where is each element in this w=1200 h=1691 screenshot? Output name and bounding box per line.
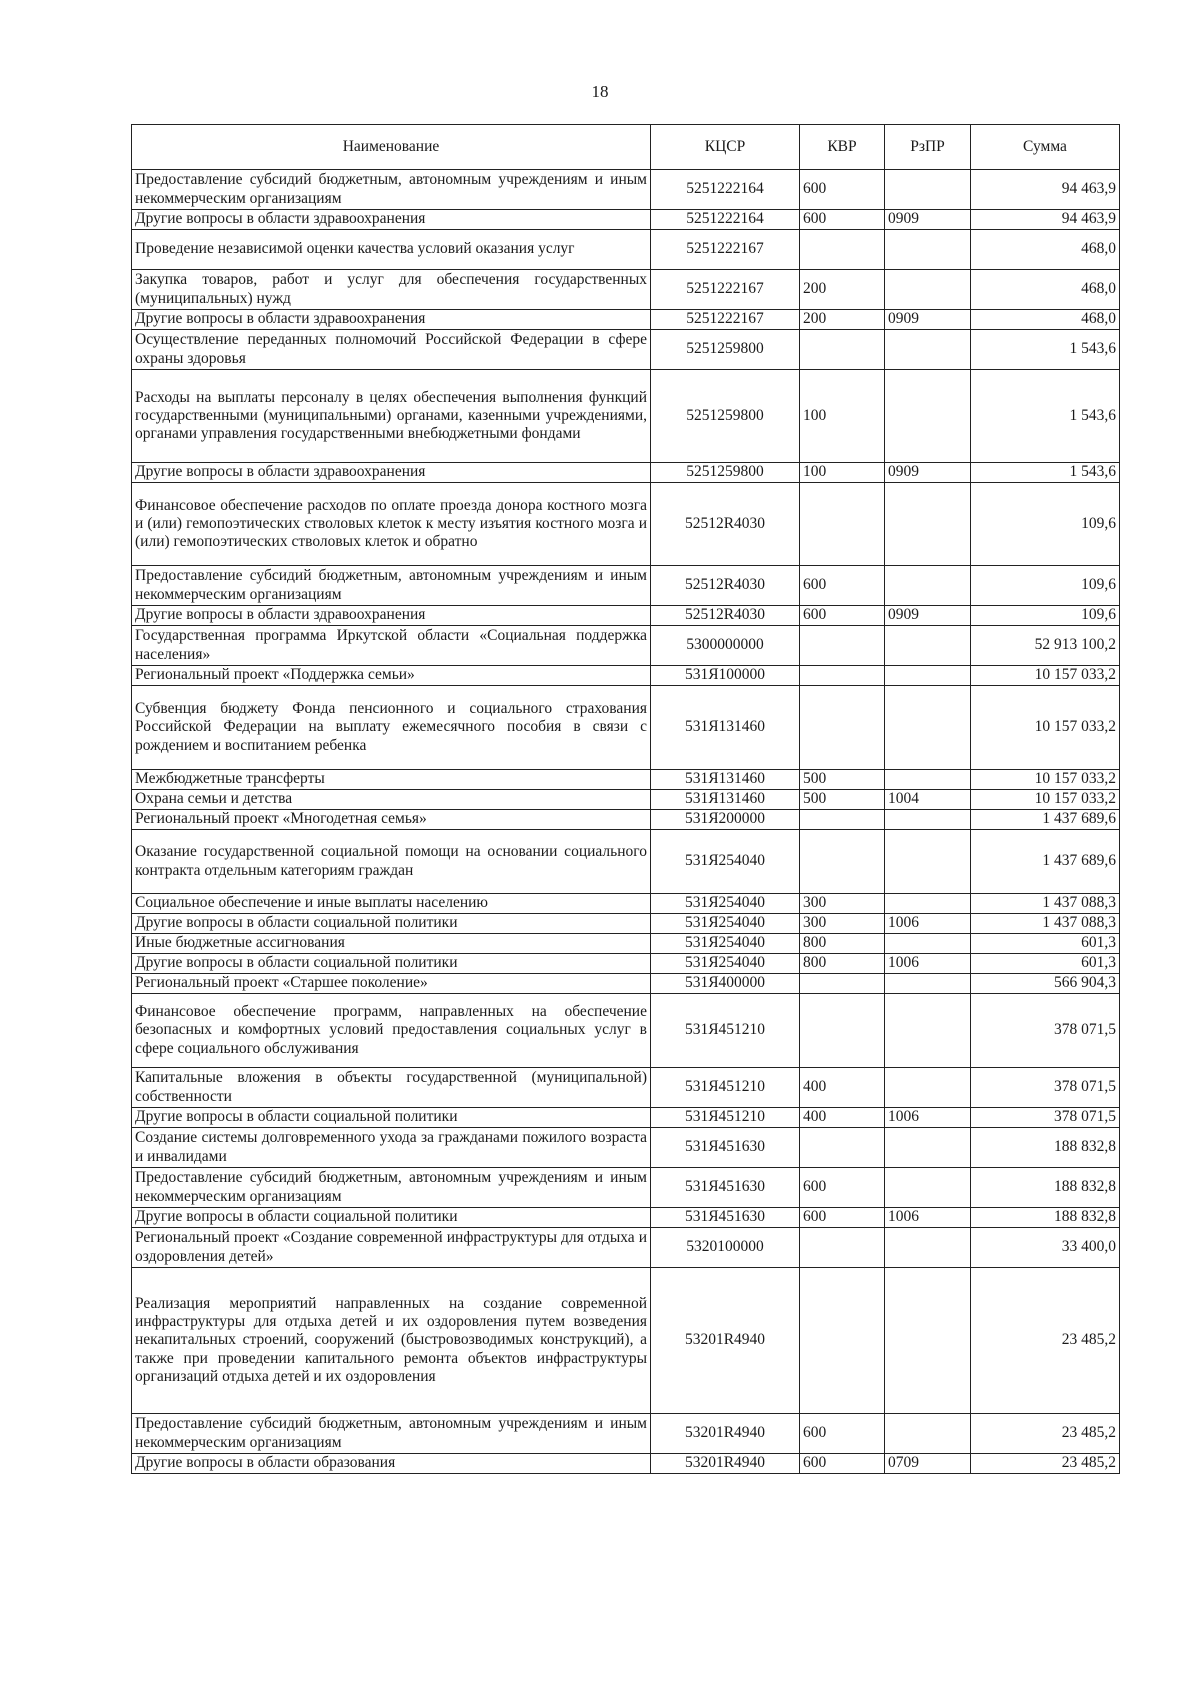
row-kvr [800, 994, 885, 1068]
row-kcsr: 531Я131460 [651, 770, 800, 790]
table-row [132, 894, 1120, 914]
row-sum: 52 913 100,2 [971, 626, 1120, 666]
row-name: Региональный проект «Старшее поколение» [132, 974, 651, 994]
row-kcsr: 52512R4030 [651, 606, 800, 626]
row-rzpr [885, 666, 971, 686]
header-name: Наименование [132, 125, 651, 170]
row-rzpr [885, 270, 971, 310]
row-name: Другие вопросы в области социальной политики [132, 954, 651, 974]
row-sum: 1 437 689,6 [971, 810, 1120, 830]
row-rzpr [885, 1068, 971, 1108]
row-rzpr: 0909 [885, 210, 971, 230]
row-kvr: 600 [800, 210, 885, 230]
table-row [132, 310, 1120, 330]
row-name: Финансовое обеспечение расходов по оплате проезда донора костного мозга и (или) гемопоэтических стволовых клеток к месту изъятия костного мозга и (или) гемопоэтических стволовых клеток и обратно [132, 483, 651, 566]
row-kvr: 400 [800, 1108, 885, 1128]
row-kvr: 500 [800, 770, 885, 790]
row-name: Другие вопросы в области здравоохранения [132, 606, 651, 626]
row-rzpr: 1006 [885, 914, 971, 934]
row-kvr: 600 [800, 606, 885, 626]
table-row [132, 370, 1120, 463]
row-rzpr [885, 810, 971, 830]
row-name: Оказание государственной социальной помощи на основании социального контракта отдельным категориям граждан [132, 830, 651, 894]
header-sum: Сумма [971, 125, 1120, 170]
table-row [132, 270, 1120, 310]
row-sum: 109,6 [971, 606, 1120, 626]
row-kvr: 800 [800, 934, 885, 954]
row-rzpr [885, 1268, 971, 1414]
row-rzpr: 0709 [885, 1454, 971, 1474]
row-sum: 378 071,5 [971, 1108, 1120, 1128]
row-kcsr: 53201R4940 [651, 1268, 800, 1414]
table-row [132, 954, 1120, 974]
row-kcsr: 53201R4940 [651, 1414, 800, 1454]
row-name: Расходы на выплаты персоналу в целях обеспечения выполнения функций государственными (муниципальными) органами, казенными учреждениями, органами управления государственными внебюджетными фондами [132, 370, 651, 463]
row-sum: 10 157 033,2 [971, 770, 1120, 790]
table-row [132, 1228, 1120, 1268]
row-kcsr: 531Я451630 [651, 1168, 800, 1208]
row-name: Другие вопросы в области здравоохранения [132, 210, 651, 230]
table-row [132, 686, 1120, 770]
row-sum: 378 071,5 [971, 1068, 1120, 1108]
row-kvr [800, 483, 885, 566]
table-row [132, 170, 1120, 210]
page-number: 18 [591, 82, 609, 101]
row-sum: 1 437 088,3 [971, 914, 1120, 934]
row-sum: 1 543,6 [971, 463, 1120, 483]
row-kcsr: 52512R4030 [651, 483, 800, 566]
row-kcsr: 5320100000 [651, 1228, 800, 1268]
row-sum: 468,0 [971, 310, 1120, 330]
table-row [132, 1128, 1120, 1168]
row-kvr: 600 [800, 1168, 885, 1208]
row-kvr: 300 [800, 914, 885, 934]
row-rzpr [885, 626, 971, 666]
table-row [132, 994, 1120, 1068]
row-rzpr: 0909 [885, 463, 971, 483]
row-kcsr: 531Я254040 [651, 914, 800, 934]
row-sum: 94 463,9 [971, 170, 1120, 210]
row-kvr [800, 810, 885, 830]
row-rzpr [885, 994, 971, 1068]
row-name: Другие вопросы в области социальной политики [132, 914, 651, 934]
row-sum: 23 485,2 [971, 1268, 1120, 1414]
row-kvr [800, 686, 885, 770]
row-name: Создание системы долговременного ухода за гражданами пожилого возраста и инвалидами [132, 1128, 651, 1168]
row-kcsr: 531Я200000 [651, 810, 800, 830]
row-sum: 10 157 033,2 [971, 790, 1120, 810]
row-rzpr [885, 1168, 971, 1208]
row-rzpr: 1006 [885, 1108, 971, 1128]
row-name: Другие вопросы в области образования [132, 1454, 651, 1474]
row-name: Капитальные вложения в объекты государственной (муниципальной) собственности [132, 1068, 651, 1108]
table-row [132, 1454, 1120, 1474]
row-kvr: 200 [800, 310, 885, 330]
row-kvr: 600 [800, 1208, 885, 1228]
row-sum: 23 485,2 [971, 1454, 1120, 1474]
row-kcsr: 531Я254040 [651, 934, 800, 954]
row-rzpr [885, 686, 971, 770]
row-rzpr [885, 1128, 971, 1168]
row-kvr [800, 626, 885, 666]
row-kvr: 500 [800, 790, 885, 810]
row-kcsr: 531Я131460 [651, 790, 800, 810]
row-sum: 601,3 [971, 954, 1120, 974]
row-kvr [800, 330, 885, 370]
table-row [132, 1108, 1120, 1128]
row-kvr: 600 [800, 1454, 885, 1474]
row-name: Субвенция бюджету Фонда пенсионного и социального страхования Российской Федерации на выплату ежемесячного пособия в связи с рождением и воспитанием ребенка [132, 686, 651, 770]
row-name: Реализация мероприятий направленных на создание современной инфраструктуры для отдыха детей и их оздоровления путем возведения некапитальных строений, сооружений (быстровозводимых конструкций), а также при проведении капитального ремонта объектов инфраструктуры организаций отдыха детей и их оздоровления [132, 1268, 651, 1414]
table-row [132, 606, 1120, 626]
row-kvr [800, 230, 885, 270]
row-name: Региональный проект «Создание современной инфраструктуры для отдыха и оздоровления детей» [132, 1228, 651, 1268]
row-rzpr: 0909 [885, 606, 971, 626]
table-header-row [132, 125, 1120, 170]
row-name: Предоставление субсидий бюджетным, автономным учреждениям и иным некоммерческим организациям [132, 1168, 651, 1208]
row-rzpr [885, 1414, 971, 1454]
row-sum: 188 832,8 [971, 1128, 1120, 1168]
row-kcsr: 531Я131460 [651, 686, 800, 770]
row-kcsr: 5251222167 [651, 270, 800, 310]
row-rzpr [885, 230, 971, 270]
row-sum: 601,3 [971, 934, 1120, 954]
row-kvr: 800 [800, 954, 885, 974]
row-sum: 468,0 [971, 230, 1120, 270]
row-name: Социальное обеспечение и иные выплаты населению [132, 894, 651, 914]
row-rzpr: 1006 [885, 1208, 971, 1228]
row-kvr: 600 [800, 170, 885, 210]
table-row [132, 810, 1120, 830]
row-sum: 468,0 [971, 270, 1120, 310]
row-sum: 378 071,5 [971, 994, 1120, 1068]
row-kcsr: 531Я254040 [651, 894, 800, 914]
row-kvr [800, 1128, 885, 1168]
table-row [132, 790, 1120, 810]
row-sum: 94 463,9 [971, 210, 1120, 230]
row-kcsr: 531Я100000 [651, 666, 800, 686]
row-name: Финансовое обеспечение программ, направленных на обеспечение безопасных и комфортных условий предоставления социальных услуг в сфере социального обслуживания [132, 994, 651, 1068]
row-sum: 10 157 033,2 [971, 666, 1120, 686]
table-row [132, 1168, 1120, 1208]
row-sum: 1 437 689,6 [971, 830, 1120, 894]
table-row [132, 1068, 1120, 1108]
row-name: Межбюджетные трансферты [132, 770, 651, 790]
row-rzpr: 0909 [885, 310, 971, 330]
row-sum: 109,6 [971, 566, 1120, 606]
row-name: Закупка товаров, работ и услуг для обеспечения государственных (муниципальных) нужд [132, 270, 651, 310]
row-name: Осуществление переданных полномочий Российской Федерации в сфере охраны здоровья [132, 330, 651, 370]
row-kcsr: 5251259800 [651, 370, 800, 463]
row-kvr: 400 [800, 1068, 885, 1108]
table-row [132, 566, 1120, 606]
row-rzpr [885, 830, 971, 894]
row-sum: 566 904,3 [971, 974, 1120, 994]
row-kcsr: 531Я451210 [651, 994, 800, 1068]
row-kvr [800, 666, 885, 686]
row-kcsr: 531Я400000 [651, 974, 800, 994]
row-name: Другие вопросы в области социальной политики [132, 1108, 651, 1128]
table-row [132, 666, 1120, 686]
row-sum: 23 485,2 [971, 1414, 1120, 1454]
row-rzpr [885, 974, 971, 994]
row-sum: 10 157 033,2 [971, 686, 1120, 770]
row-kvr [800, 830, 885, 894]
row-kvr: 100 [800, 370, 885, 463]
budget-table [131, 124, 1120, 1474]
row-rzpr [885, 170, 971, 210]
row-name: Предоставление субсидий бюджетным, автономным учреждениям и иным некоммерческим организациям [132, 1414, 651, 1454]
row-kcsr: 5251222167 [651, 310, 800, 330]
row-sum: 1 543,6 [971, 370, 1120, 463]
row-kvr: 200 [800, 270, 885, 310]
table-row [132, 1208, 1120, 1228]
table-row [132, 330, 1120, 370]
row-kcsr: 5251259800 [651, 330, 800, 370]
row-sum: 188 832,8 [971, 1168, 1120, 1208]
row-name: Предоставление субсидий бюджетным, автономным учреждениям и иным некоммерческим организациям [132, 566, 651, 606]
table-row [132, 463, 1120, 483]
row-sum: 1 543,6 [971, 330, 1120, 370]
table-row [132, 483, 1120, 566]
table-row [132, 934, 1120, 954]
row-name: Государственная программа Иркутской области «Социальная поддержка населения» [132, 626, 651, 666]
header-kcsr: КЦСР [651, 125, 800, 170]
table-row [132, 770, 1120, 790]
row-kcsr: 5251222164 [651, 210, 800, 230]
row-kvr: 600 [800, 1414, 885, 1454]
row-name: Предоставление субсидий бюджетным, автономным учреждениям и иным некоммерческим организациям [132, 170, 651, 210]
row-kvr [800, 974, 885, 994]
row-kcsr: 531Я254040 [651, 830, 800, 894]
row-rzpr [885, 770, 971, 790]
table-row [132, 1414, 1120, 1454]
row-kcsr: 531Я451210 [651, 1108, 800, 1128]
header-rzpr: РзПР [885, 125, 971, 170]
row-kcsr: 531Я451210 [651, 1068, 800, 1108]
table-row [132, 914, 1120, 934]
table-row [132, 974, 1120, 994]
row-kvr: 100 [800, 463, 885, 483]
table-row [132, 830, 1120, 894]
row-rzpr [885, 934, 971, 954]
table-row [132, 230, 1120, 270]
row-kcsr: 5251222164 [651, 170, 800, 210]
row-kcsr: 531Я451630 [651, 1208, 800, 1228]
row-name: Проведение независимой оценки качества условий оказания услуг [132, 230, 651, 270]
row-rzpr: 1004 [885, 790, 971, 810]
row-kcsr: 5251259800 [651, 463, 800, 483]
row-kcsr: 52512R4030 [651, 566, 800, 606]
row-name: Региональный проект «Поддержка семьи» [132, 666, 651, 686]
row-kcsr: 53201R4940 [651, 1454, 800, 1474]
row-kcsr: 531Я451630 [651, 1128, 800, 1168]
row-kvr: 300 [800, 894, 885, 914]
header-kvr: КВР [800, 125, 885, 170]
table-row [132, 1268, 1120, 1414]
row-kvr [800, 1228, 885, 1268]
row-rzpr [885, 566, 971, 606]
row-name: Охрана семьи и детства [132, 790, 651, 810]
row-rzpr [885, 330, 971, 370]
row-kcsr: 5300000000 [651, 626, 800, 666]
row-name: Иные бюджетные ассигнования [132, 934, 651, 954]
row-kvr [800, 1268, 885, 1414]
row-name: Другие вопросы в области социальной политики [132, 1208, 651, 1228]
row-rzpr [885, 894, 971, 914]
row-kvr: 600 [800, 566, 885, 606]
row-sum: 109,6 [971, 483, 1120, 566]
table-row [132, 626, 1120, 666]
row-rzpr [885, 1228, 971, 1268]
row-kcsr: 5251222167 [651, 230, 800, 270]
row-rzpr [885, 483, 971, 566]
table-row [132, 210, 1120, 230]
row-rzpr [885, 370, 971, 463]
row-sum: 188 832,8 [971, 1208, 1120, 1228]
row-kcsr: 531Я254040 [651, 954, 800, 974]
row-name: Другие вопросы в области здравоохранения [132, 310, 651, 330]
row-rzpr: 1006 [885, 954, 971, 974]
row-sum: 1 437 088,3 [971, 894, 1120, 914]
row-name: Региональный проект «Многодетная семья» [132, 810, 651, 830]
row-name: Другие вопросы в области здравоохранения [132, 463, 651, 483]
row-sum: 33 400,0 [971, 1228, 1120, 1268]
